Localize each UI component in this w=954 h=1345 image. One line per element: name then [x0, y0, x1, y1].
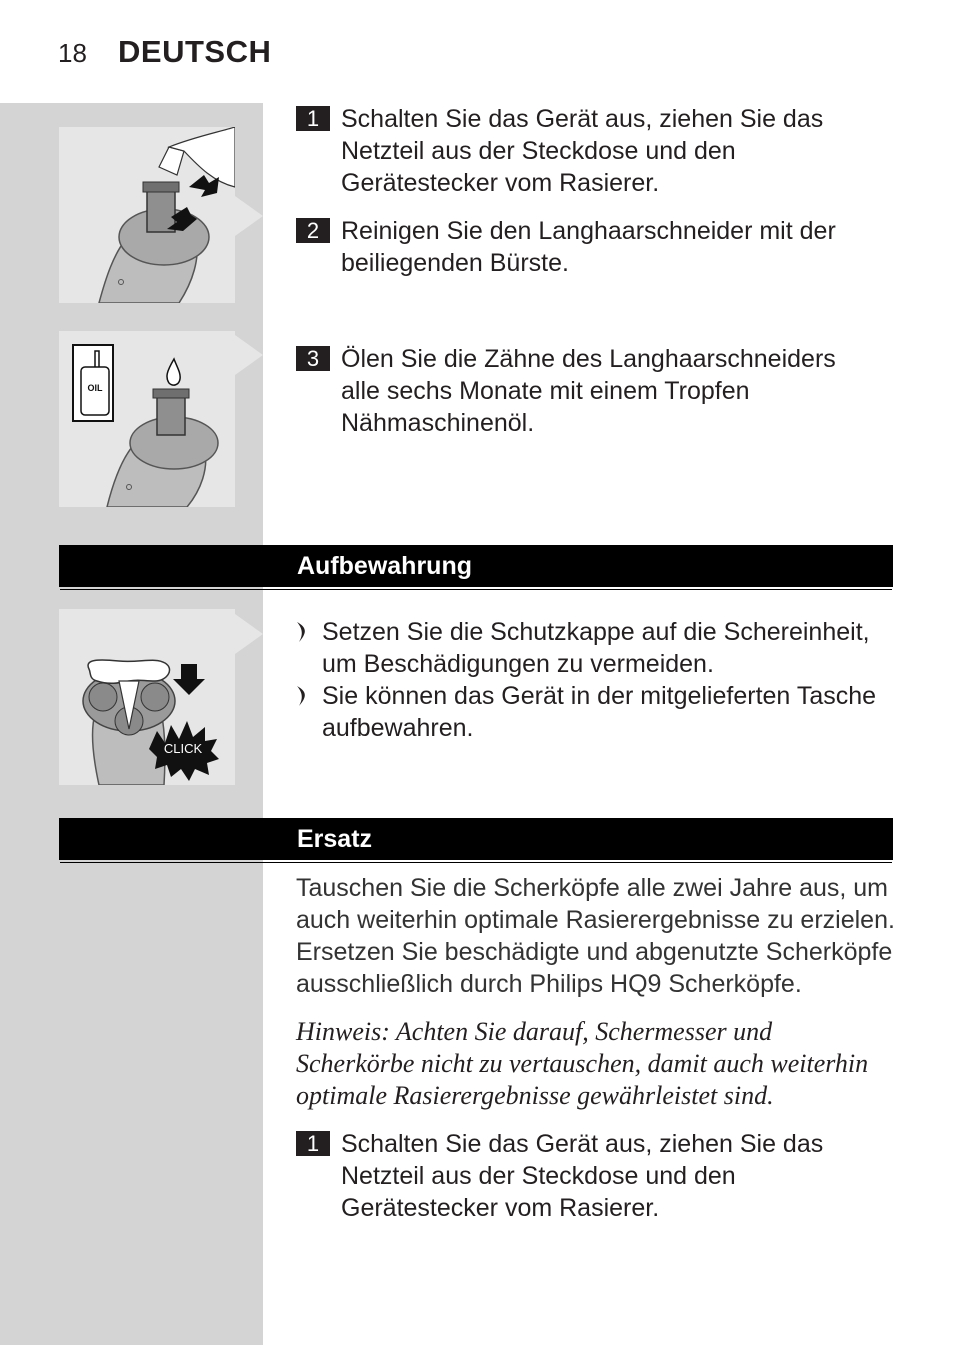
- step-text: Reinigen Sie den Langhaarschneider mit der beiliegenden Bürste.: [341, 217, 836, 277]
- click-label: CLICK: [163, 741, 203, 756]
- bullet-arrow-icon: [296, 621, 310, 643]
- illustration-protective-cap: [59, 609, 235, 785]
- oil-bottle-label: OIL: [87, 383, 103, 393]
- section-header-storage: [59, 545, 893, 587]
- step-number-badge: 1: [296, 1131, 330, 1156]
- illustration-pointer: [235, 614, 263, 654]
- step-number-badge: 2: [296, 218, 330, 243]
- storage-bullet-1: [296, 616, 886, 680]
- step-text: Schalten Sie das Gerät aus, ziehen Sie das Netzteil aus der Steckdose und den Gerätestecker vom Rasierer.: [341, 105, 824, 197]
- step-text: Schalten Sie das Gerät aus, ziehen Sie das Netzteil aus der Steckdose und den Gerätestecker vom Rasierer.: [341, 1130, 824, 1222]
- replacement-paragraph: Tauschen Sie die Scherköpfe alle zwei Jahre aus, um auch weiterhin optimale Rasierergebnisse zu erzielen. Ersetzen Sie beschädigte und abgenutzte Scherköpfe ausschließlich durch Philips HQ9 Scherköpfe.: [296, 874, 895, 998]
- section-title: Aufbewahrung: [297, 552, 472, 580]
- illustration-brush-trimmer: [59, 127, 235, 303]
- bullet-text: Sie können das Gerät in der mitgelieferten Tasche aufbewahren.: [322, 682, 877, 742]
- replacement-note: Hinweis: Achten Sie darauf, Schermesser und Scherkörbe nicht zu vertauschen, damit auch weiterhin optimale Rasierergebnisse gewährleistet sind.: [296, 1017, 869, 1110]
- cleaning-step-3: [296, 343, 876, 439]
- cleaning-step-1: [296, 103, 876, 199]
- cleaning-step-2: [296, 215, 876, 279]
- language-heading: DEUTSCH: [118, 34, 272, 69]
- page-number: 18: [58, 38, 87, 68]
- section-title: Ersatz: [297, 825, 373, 853]
- illustration-oil-trimmer: [59, 331, 235, 507]
- step-number-badge: 1: [296, 106, 330, 131]
- section-header-replacement: [59, 818, 893, 860]
- shaver-oil-illustration: [59, 331, 235, 507]
- illustration-pointer: [235, 196, 263, 236]
- storage-bullet-2: [296, 680, 886, 744]
- shaver-brush-illustration: [59, 127, 235, 303]
- step-text: Ölen Sie die Zähne des Langhaarschneiders alle sechs Monate mit einem Tropfen Nähmaschinenöl.: [341, 345, 836, 437]
- bullet-arrow-icon: [296, 685, 310, 707]
- shaver-cap-illustration: [59, 609, 235, 785]
- step-number-badge: 3: [296, 346, 330, 371]
- replacement-step-1: [296, 1128, 876, 1224]
- illustration-pointer: [235, 335, 263, 375]
- bullet-text: Setzen Sie die Schutzkappe auf die Schereinheit, um Beschädigungen zu vermeiden.: [322, 618, 870, 678]
